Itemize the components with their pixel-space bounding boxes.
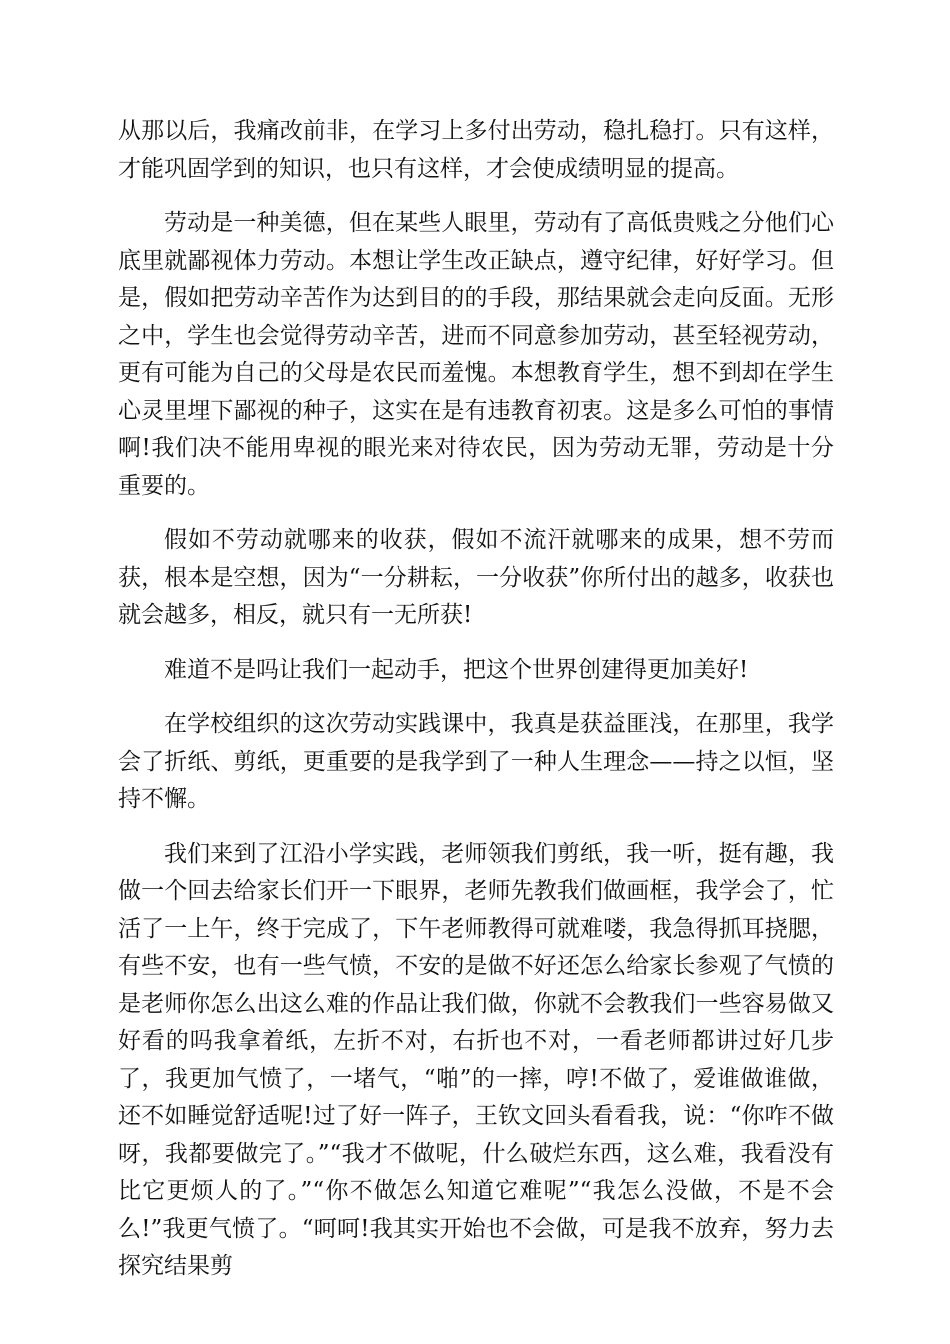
paragraph-3: 假如不劳动就哪来的收获，假如不流汗就哪来的成果，想不劳而获，根本是空想，因为“一分耕耘，一分收获”你所付出的越多，收获也就会越多，相反，就只有一无所获! [118,527,834,628]
paragraph-1: 从那以后，我痛改前非，在学习上多付出劳动，稳扎稳打。只有这样，才能巩固学到的知识，也只有这样，才会使成绩明显的提高。 [118,118,834,182]
paragraph-5: 在学校组织的这次劳动实践课中，我真是获益匪浅，在那里，我学会了折纸、剪纸，更重要的是我学到了一种人生理念——持之以恒，坚持不懈。 [118,711,834,812]
document-body [118,113,834,1303]
paragraph-6: 我们来到了江沿小学实践，老师领我们剪纸，我一听，挺有趣，我做一个回去给家长们开一下眼界，老师先教我们做画框，我学会了，忙活了一上午，终于完成了，下午老师教得可就难喽，我急得抓耳挠腮，有些不安，也有一些气愤，不安的是做不好还怎么给家长参观了气愤的是老师你怎么出这么难的作品让我们做，你就不会教我们一些容易做又好看的吗我拿着纸，左折不对，右折也不对，一看老师都讲过好几步了，我更加气愤了，一堵气，“啪”的一摔，哼!不做了，爱谁做谁做，还不如睡觉舒适呢!过了好一阵子，王钦文回头看看我，说：“你咋不做呀，我都要做完了。”“我才不做呢，什么破烂东西，这么难，我看没有比它更烦人的了。”“你不做怎么知道它难呢”“我怎么没做，不是不会么!”我更气愤了。“呵呵!我其实开始也不会做，可是我不放弃，努力去探究结果剪 [118,840,834,1279]
paragraph-4: 难道不是吗让我们一起动手，把这个世界创建得更加美好! [164,656,749,683]
paragraph-2: 劳动是一种美德，但在某些人眼里，劳动有了高低贵贱之分他们心底里就鄙视体力劳动。本想让学生改正缺点，遵守纪律，好好学习。但是，假如把劳动辛苦作为达到目的的手段，那结果就会走向反面。无形之中，学生也会觉得劳动辛苦，进而不同意参加劳动，甚至轻视劳动，更有可能为自己的父母是农民而羞愧。本想教育学生，想不到却在学生心灵里埋下鄙视的种子，这实在是有违教育初衷。这是多么可怕的事情啊!我们决不能用卑视的眼光来对待农民，因为劳动无罪，劳动是十分重要的。 [118,210,834,499]
